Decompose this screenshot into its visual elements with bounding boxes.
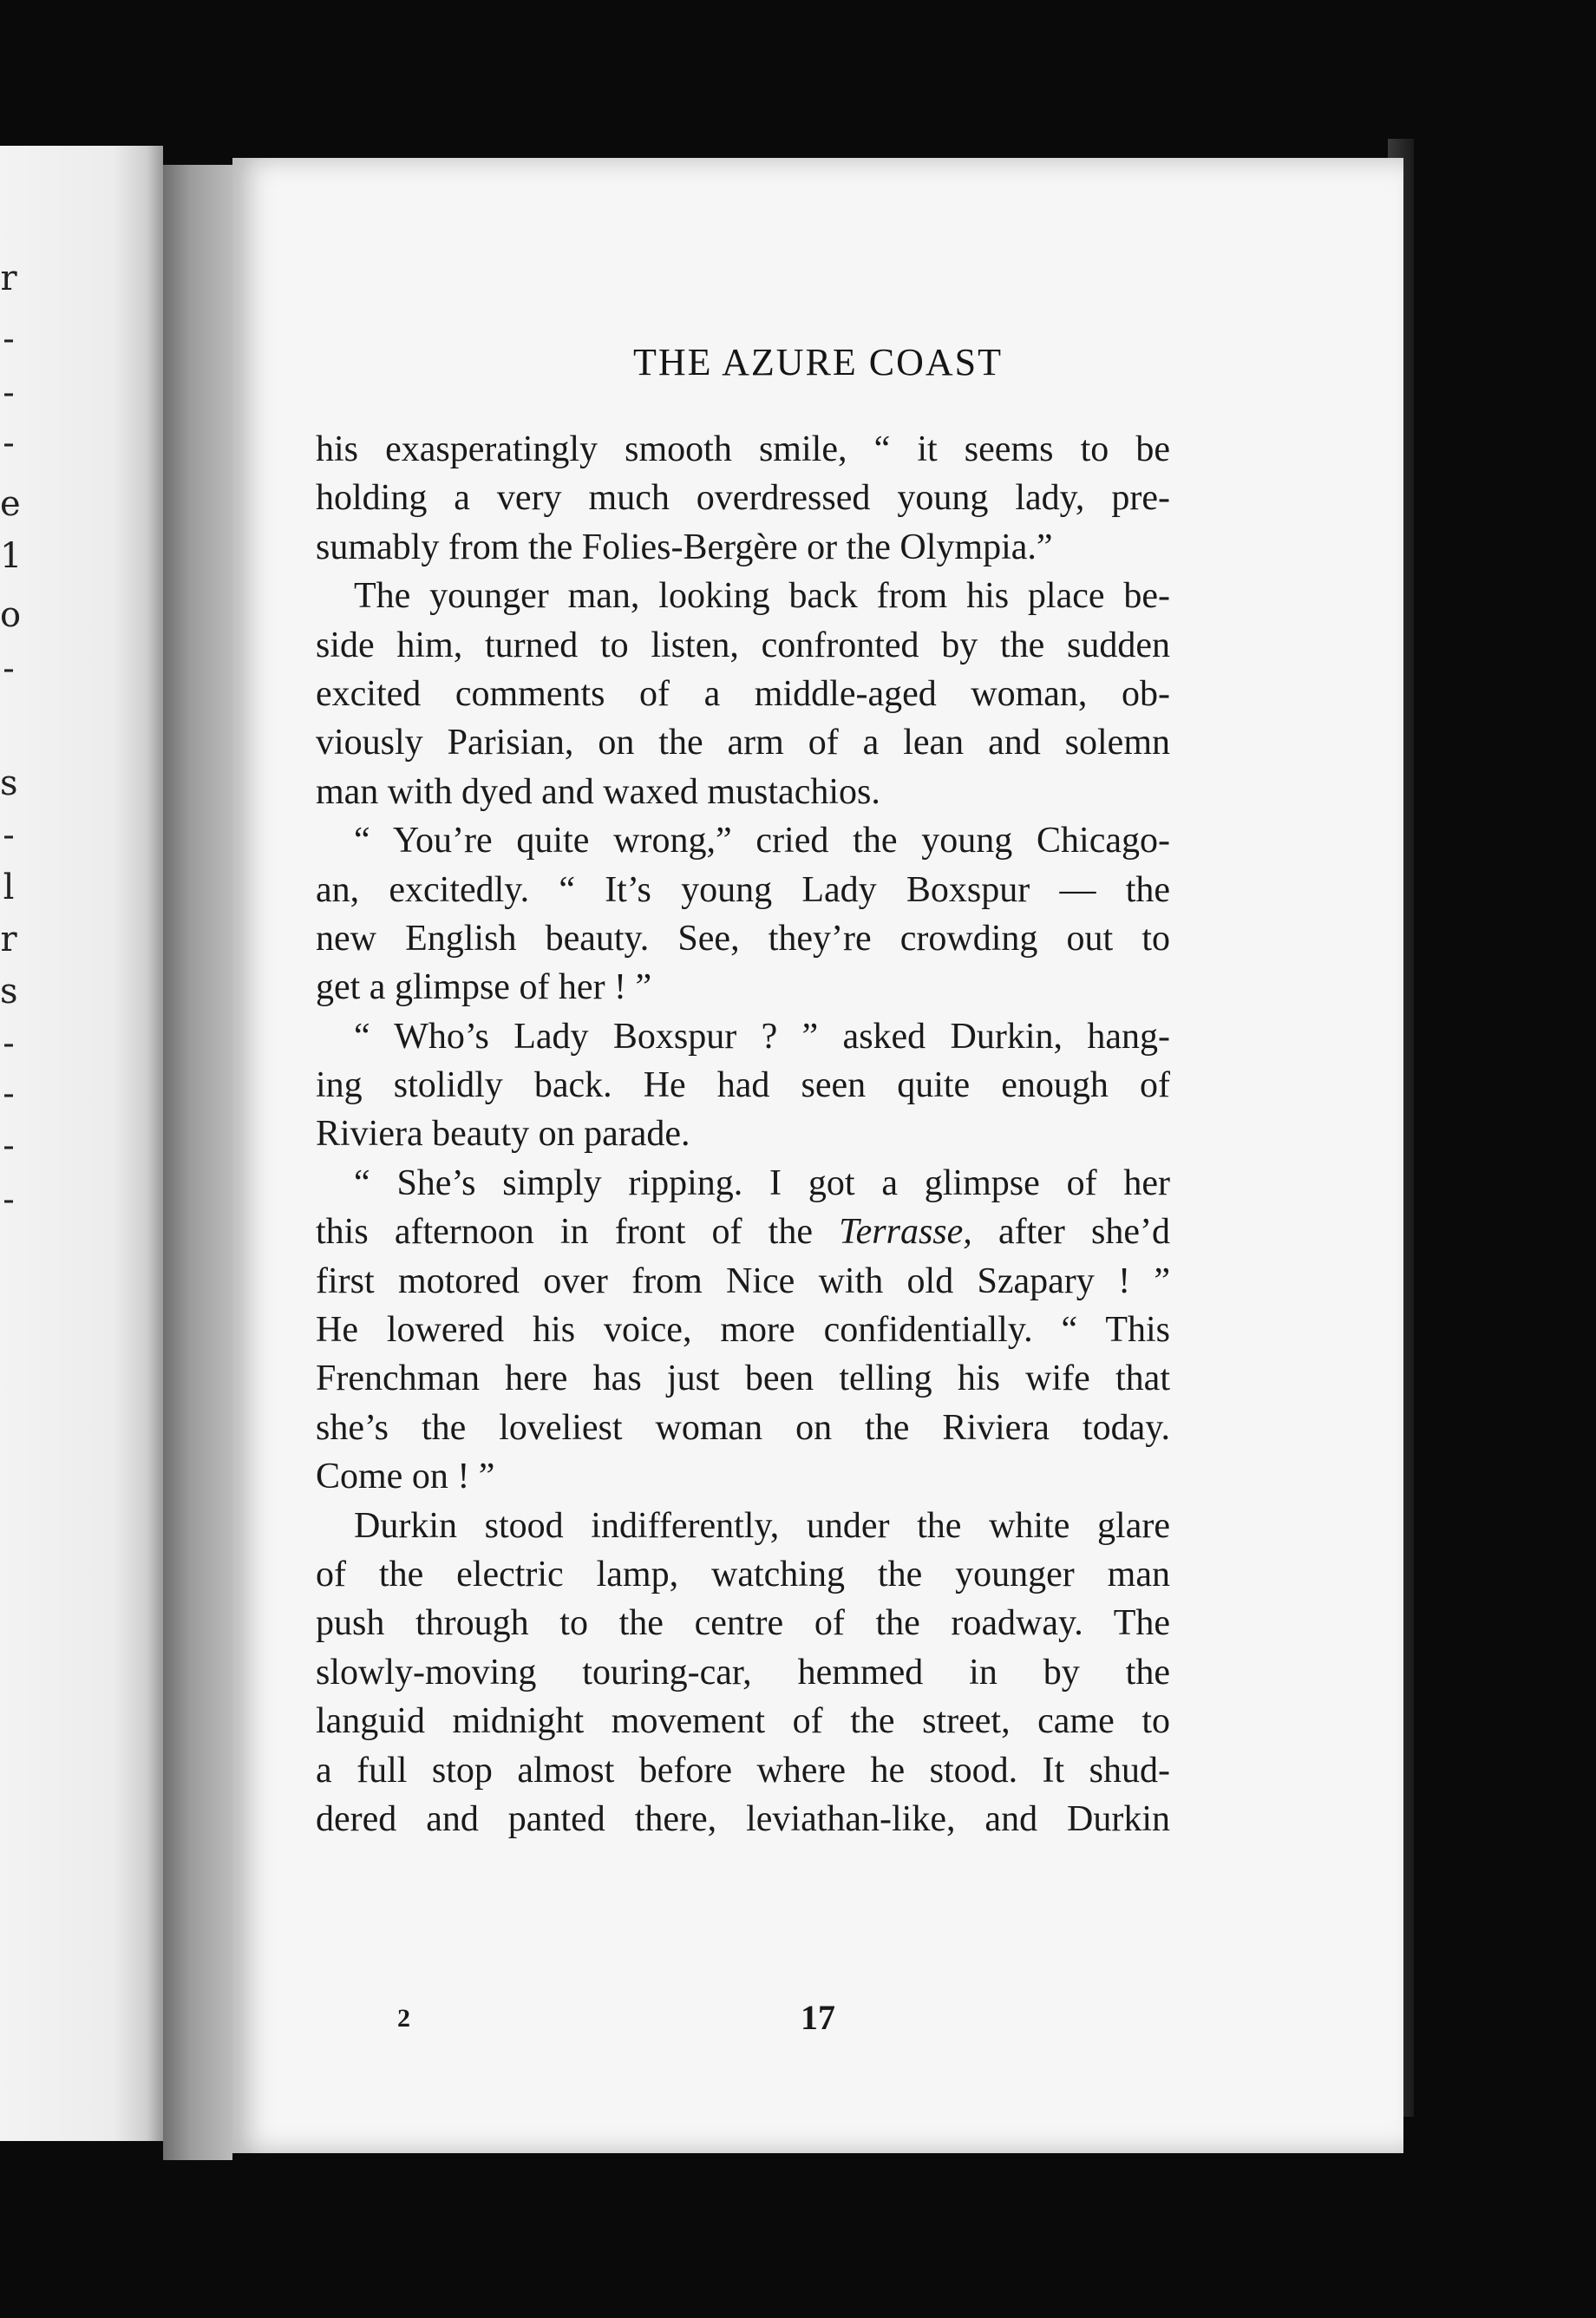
text-line: Come on ! ”	[316, 1457, 495, 1497]
text-line: push through to the centre of the roadway. The	[316, 1603, 1170, 1644]
edge-letter: -	[3, 815, 15, 855]
edge-letter: l	[3, 868, 15, 907]
edge-letter: 1	[0, 536, 23, 576]
text-line: languid midnight movement of the street, came to	[316, 1701, 1170, 1742]
text-line: viously Parisian, on the arm of a lean and solemn	[316, 723, 1170, 763]
text-line: new English beauty. See, they’re crowding out to	[316, 918, 1170, 959]
running-head: THE AZURE COAST	[633, 341, 1003, 383]
edge-letter: -	[3, 1126, 15, 1166]
book-gutter	[163, 165, 232, 2160]
page-number: 17	[801, 1998, 835, 2037]
edge-letter: r	[0, 920, 17, 959]
text-line: He lowered his voice, more confidentially. “ This	[316, 1310, 1170, 1351]
text-line: first motored over from Nice with old Szapary ! ”	[316, 1260, 1170, 1301]
text-line: an, excitedly. “ It’s young Lady Boxspur — the	[316, 869, 1170, 910]
edge-letter: o	[0, 595, 22, 635]
text-line: “ She’s simply ripping. I got a glimpse of her	[354, 1162, 1170, 1203]
edge-letter: s	[0, 763, 18, 803]
edge-letter: s	[0, 972, 18, 1012]
text-line: Riviera beauty on parade.	[316, 1114, 690, 1155]
facing-page-edge-text	[0, 146, 52, 2141]
body-text	[316, 425, 1170, 1843]
text-line: slowly-moving touring-car, hemmed in by the	[316, 1652, 1170, 1693]
edge-letter: -	[3, 1074, 15, 1114]
edge-letter: e	[0, 484, 21, 524]
text-line: holding a very much overdressed young lady, pre-	[316, 478, 1170, 519]
text-line: excited comments of a middle-aged woman, ob-	[316, 673, 1170, 714]
text-line: dered and panted there, leviathan-like, and Durkin	[316, 1798, 1170, 1839]
text-fragment: this afternoon in front of the	[316, 1212, 840, 1253]
edge-letter: -	[3, 1024, 15, 1064]
text-line	[316, 1208, 1170, 1256]
edge-letter: -	[3, 319, 15, 359]
text-line: side him, turned to listen, confronted by the sudden	[316, 625, 1170, 665]
text-line: get a glimpse of her ! ”	[316, 967, 652, 1008]
text-fragment: after she’d	[971, 1212, 1170, 1253]
edge-letter: r	[0, 259, 17, 298]
text-line: sumably from the Folies-Bergère or the Olympia.”	[316, 527, 1053, 567]
signature-mark: 2	[397, 2004, 410, 2033]
text-line: man with dyed and waxed mustachios.	[316, 771, 880, 812]
edge-letter: -	[3, 649, 15, 689]
text-line: she’s the loveliest woman on the Riviera today.	[316, 1407, 1170, 1448]
edge-letter: -	[3, 423, 15, 463]
text-line: his exasperatingly smooth smile, “ it seems to be	[316, 429, 1170, 469]
text-line: The younger man, looking back from his place be-	[354, 576, 1170, 617]
text-line: Durkin stood indifferently, under the white glare	[354, 1505, 1170, 1546]
text-line: Frenchman here has just been telling his wife that	[316, 1359, 1170, 1399]
book-page	[232, 158, 1403, 2153]
edge-letter: -	[3, 373, 15, 413]
italic-fragment: Terrasse,	[839, 1212, 972, 1253]
edge-letter: -	[3, 1180, 15, 1220]
text-line: of the electric lamp, watching the younger man	[316, 1554, 1170, 1594]
text-line: “ Who’s Lady Boxspur ? ” asked Durkin, hang-	[354, 1016, 1170, 1057]
text-line: “ You’re quite wrong,” cried the young Chicago-	[354, 821, 1170, 861]
text-line: ing stolidly back. He had seen quite enough of	[316, 1065, 1170, 1106]
text-line: a full stop almost before where he stood. It shud-	[316, 1750, 1170, 1791]
facing-page-left	[0, 146, 163, 2141]
